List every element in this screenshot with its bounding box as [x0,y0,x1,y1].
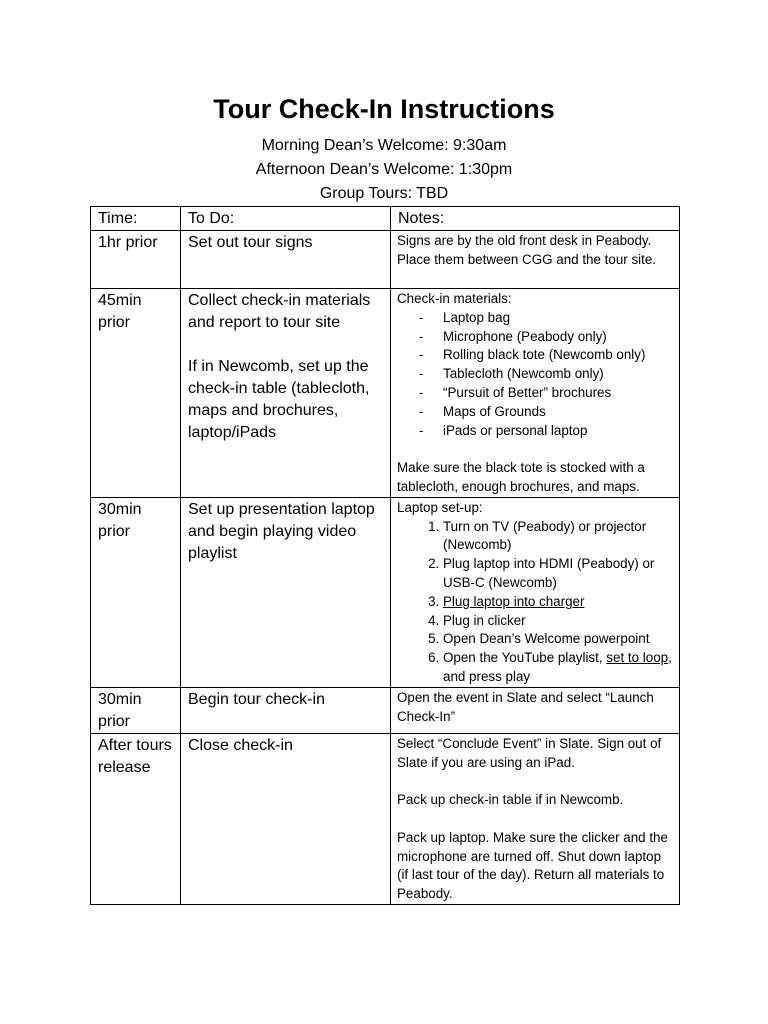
todo-cell: Close check-in [181,733,391,904]
setup-steps-list [397,518,673,687]
set-to-loop-text: set to loop [606,650,669,666]
notes-cell: Signs are by the old front desk in Peabody. Place them between CGG and the tour site. [391,231,680,289]
list-item: - Tablecloth (Newcomb only) [443,365,673,384]
table-row [91,289,680,498]
list-item: 1. Turn on TV (Peabody) or projector (Newcomb) [443,518,673,556]
todo-cell [181,289,391,498]
table-row [91,231,680,289]
list-item: - Rolling black tote (Newcomb only) [443,346,673,365]
subtitle-afternoon-welcome: Afternoon Dean’s Welcome: 1:30pm [255,161,513,178]
list-item: 2. Plug laptop into HDMI (Peabody) or USB-C (Newcomb) [443,555,673,593]
step-text: , and press play [443,650,672,684]
notes-cell [391,497,680,687]
notes-cell: Open the event in Slate and select “Launch Check-In” [391,687,680,733]
list-item: - Laptop bag [443,309,673,328]
notes-paragraph: Pack up check-in table if in Newcomb. [397,792,624,808]
time-cell: After tours release [91,733,181,904]
notes-cell [391,289,680,498]
notes-paragraph: Pack up laptop. Make sure the clicker and the microphone are turned off. Shut down laptop (if last tour of the day). Return all materials to Peabody. [397,829,668,902]
notes-heading: Laptop set-up: [397,499,483,515]
time-cell: 45min prior [91,289,181,498]
list-item: 5. Open Dean’s Welcome powerpoint [443,630,673,649]
header-todo: To Do: [181,207,391,231]
instructions-table [90,206,680,905]
todo-paragraph: Collect check-in materials and report to tour site [188,292,371,331]
todo-cell: Set out tour signs [181,231,391,289]
notes-heading: Check-in materials: [397,291,512,306]
table-row [91,497,680,687]
notes-paragraph: Select “Conclude Event” in Slate. Sign out of Slate if you are using an iPad. [397,735,662,770]
todo-cell: Begin tour check-in [181,687,391,733]
time-cell: 30min prior [91,497,181,687]
list-item: - Microphone (Peabody only) [443,328,673,347]
header-notes: Notes: [391,207,680,231]
todo-cell: Set up presentation laptop and begin playing video playlist [181,497,391,687]
page-title: Tour Check-In Instructions [213,94,555,124]
list-item: - “Pursuit of Better” brochures [443,384,673,403]
list-item [443,649,673,687]
table-row [91,687,680,733]
subtitle-group-tours: Group Tours: TBD [319,185,449,202]
time-cell: 1hr prior [91,231,181,289]
notes-footer: Make sure the black tote is stocked with a tablecloth, enough brochures, and maps. [397,460,645,494]
list-item: 4. Plug in clicker [443,612,673,631]
list-item: - iPads or personal laptop [443,422,673,441]
list-item [443,593,673,612]
table-header-row [91,207,680,231]
header-time: Time: [91,207,181,231]
table-row [91,733,680,904]
list-item: - Maps of Grounds [443,403,673,422]
materials-list [397,309,673,441]
notes-cell [391,733,680,904]
underlined-step: Plug laptop into charger [443,593,585,609]
step-text: Open the YouTube playlist, [443,650,607,666]
time-cell: 30min prior [91,687,181,733]
todo-paragraph: If in Newcomb, set up the check-in table (tablecloth, maps and brochures, laptop/iPads [188,358,370,441]
subtitle-morning-welcome: Morning Dean’s Welcome: 9:30am [261,137,507,154]
